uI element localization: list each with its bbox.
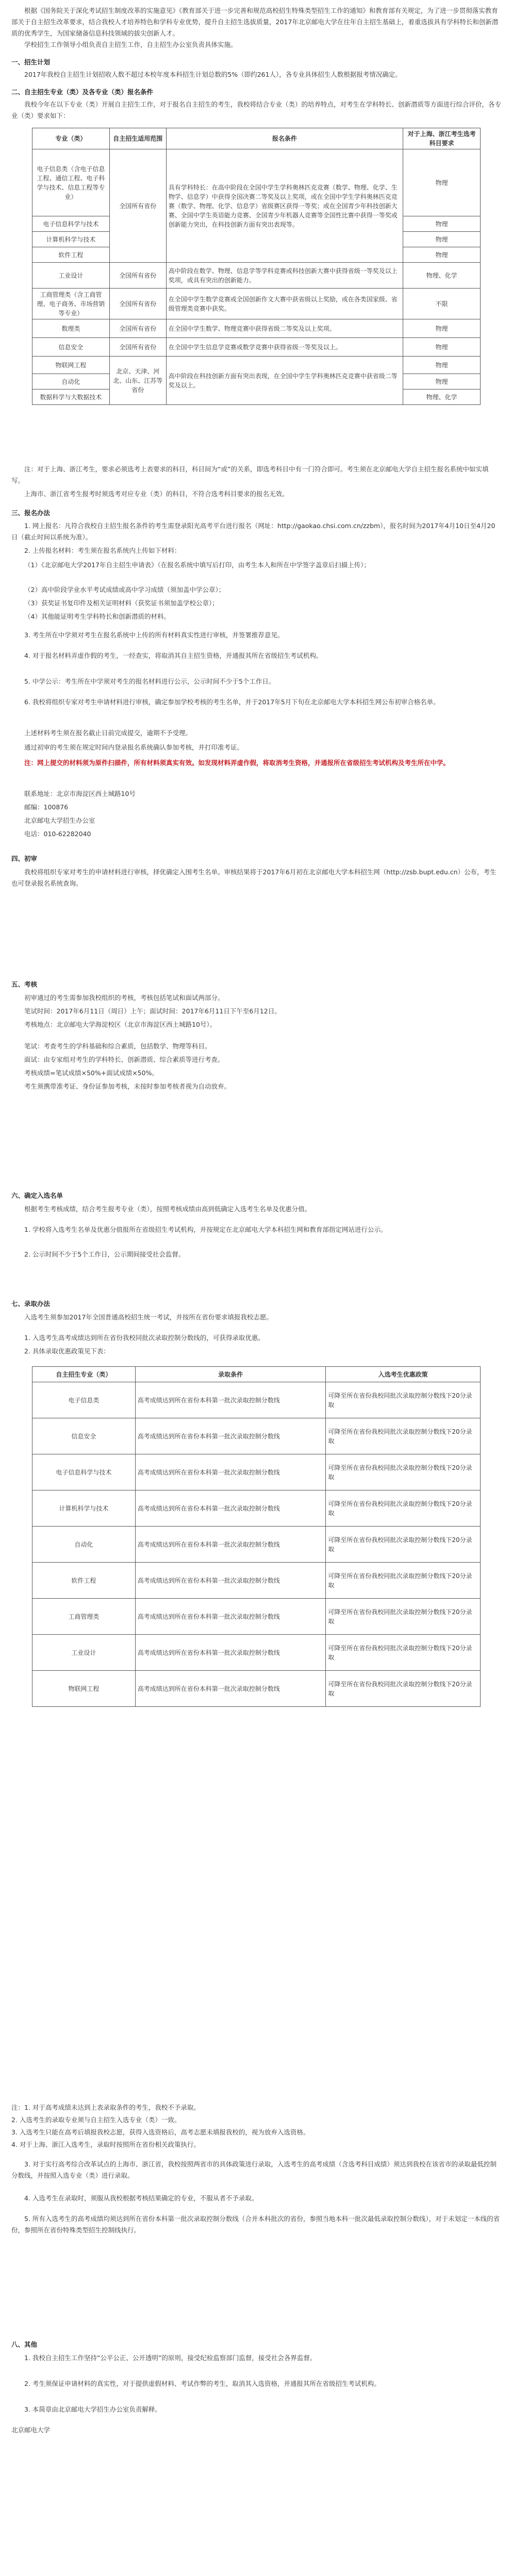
table-cell-subject: 物理 bbox=[403, 247, 481, 263]
table-cell-condition: 高考成绩达到所在省份本科第一批次录取控制分数线 bbox=[135, 1490, 326, 1527]
table-cell-policy: 可降至所在省份我校同批次录取控制分数线下20分录取 bbox=[326, 1599, 481, 1635]
admission-item-4: 4. 入选考生在录取时，须服从我校根据考核结果确定的专业，不服从者不予录取。 bbox=[24, 2194, 258, 2202]
table-row bbox=[32, 319, 481, 338]
review-paragraph: 我校将组织专家对考生的申请材料进行审核，择优确定入围考生名单。审核结果将于2017年6月初在北京邮电大学本科招生网（http://zsb.bupt.edu.cn）公布，考生也可登录报名系统查询。 bbox=[11, 868, 497, 887]
table-cell-major: 工商管理类（含工商管理、电子商务、市场营销等专业） bbox=[32, 289, 110, 319]
material-item: （4）其他能证明考生学科特长和创新潜质的材料。 bbox=[24, 613, 170, 620]
registration-step-1: 1. 网上报名：凡符合我校自主招生报名条件的考生需登录阳光高考平台进行报名（网址：http://gaokao.chsi.com.cn/zzbm），报名时间为2017年4月10日至4月20日（截止时间以系统为准）。 bbox=[11, 522, 496, 541]
registration-step-6: 6. 我校将组织专家对考生申请材料进行审核，确定参加学校考核的考生名单，并于2017年5月下旬在北京邮电大学本科招生网公布初审合格名单。 bbox=[24, 698, 440, 706]
table-header: 自主招生专业（类） bbox=[32, 1367, 136, 1382]
table-cell-major: 物联网工程 bbox=[32, 1671, 136, 1707]
table-cell-condition: 高考成绩达到所在省份本科第一批次录取控制分数线 bbox=[135, 1382, 326, 1418]
table-cell-subject: 物理 bbox=[403, 319, 481, 338]
section-title-assessment: 五、考核 bbox=[11, 980, 38, 988]
contact-address: 联系地址：北京市海淀区西土城路10号 bbox=[24, 790, 136, 798]
table-cell-scope: 全国所有省份 bbox=[109, 338, 166, 357]
assessment-location: 考核地点：北京邮电大学海淀校区（北京市海淀区西土城路10号）。 bbox=[24, 1021, 217, 1028]
table-cell-scope: 全国所有省份 bbox=[109, 289, 166, 319]
table-cell-condition: 高考成绩达到所在省份本科第一批次录取控制分数线 bbox=[135, 1454, 326, 1490]
shanghai-zhejiang-note: 上海市、浙江省考生报考时须选考对应专业（类）的科目，不符合选考科目要求的报名无效。 bbox=[24, 490, 289, 498]
table-cell-condition: 高考成绩达到所在省份本科第一批次录取控制分数线 bbox=[135, 1671, 326, 1707]
table-cell-condition: 高考成绩达到所在省份本科第一批次录取控制分数线 bbox=[135, 1563, 326, 1599]
table-cell-subject: 物理、化学 bbox=[403, 389, 481, 405]
table-cell-condition: 高中阶段在科技创新方面有突出表现，在全国中学生学科奥林匹克竞赛中获省级二等奖及以上。 bbox=[166, 357, 403, 405]
table-cell-policy: 可降至所在省份我校同批次录取控制分数线下20分录取 bbox=[326, 1382, 481, 1418]
table-header: 专业（类） bbox=[32, 128, 110, 149]
section-title-admission: 七、录取办法 bbox=[11, 1300, 51, 1308]
table-cell-major: 数理类 bbox=[32, 319, 110, 338]
school-name: 北京邮电大学 bbox=[11, 2426, 51, 2434]
material-item: （3）获奖证书复印件及相关证明材料（获奖证书须加盖学校公章）； bbox=[24, 599, 219, 607]
table-cell-major: 数据科学与大数据技术 bbox=[32, 389, 110, 405]
table-cell-major: 信息安全 bbox=[32, 338, 110, 357]
contact-office: 北京邮电大学招生办公室 bbox=[24, 817, 95, 824]
section-title-plan: 一、招生计划 bbox=[11, 58, 51, 66]
table-row bbox=[32, 1635, 481, 1671]
section-title-registration: 三、报名办法 bbox=[11, 509, 51, 517]
table-cell-subject: 物理 bbox=[403, 374, 481, 389]
table-footnote: 2. 入选考生的录取专业须与自主招生入选专业（类）一致。 bbox=[11, 2116, 181, 2124]
admission-item-1: 1. 入选考生高考成绩达到所在省份我校同批次录取控制分数线的，可获得录取优惠。 bbox=[24, 1334, 265, 1342]
table-row bbox=[32, 1490, 481, 1527]
table-cell-major: 工业设计 bbox=[32, 1635, 136, 1671]
confirmation-note: 通过初审的考生须在规定时间内登录报名系统确认参加考核，并打印准考证。 bbox=[24, 743, 244, 751]
table-cell-major: 计算机科学与技术 bbox=[32, 232, 110, 247]
table-header: 对于上海、浙江考生选考科目要求 bbox=[403, 128, 481, 149]
table-cell-condition: 高考成绩达到所在省份本科第一批次录取控制分数线 bbox=[135, 1527, 326, 1563]
table-cell-major: 工业设计 bbox=[32, 263, 110, 289]
table-cell-condition: 高考成绩达到所在省份本科第一批次录取控制分数线 bbox=[135, 1635, 326, 1671]
table-cell-subject: 物理 bbox=[403, 149, 481, 216]
table-cell-policy: 可降至所在省份我校同批次录取控制分数线下20分录取 bbox=[326, 1527, 481, 1563]
table-cell-condition: 在全国中学生数学竞赛或全国创新作文大赛中获省级以上奖励，或在各类国家级、省级管理类竞赛中获奖。 bbox=[166, 289, 403, 319]
table-cell-major: 信息安全 bbox=[32, 1418, 136, 1454]
table-cell-condition: 具有学科特长：在高中阶段在全国中学生学科奥林匹克竞赛（数学、物理、化学、生物学、信息学）中获得全国决赛二等奖及以上奖项，或在全国中学生学科奥林匹克竞赛（数学、物理、化学、信息学）省级赛区获得一等奖；或在全国青少年科技创新大赛、全国中学生英语能力竞赛、全国青少年机器人竞赛等全国性比赛中获得一等奖或创新能力突出，在科技创新方面有突出表现等。 bbox=[166, 149, 403, 263]
table-cell-major: 自动化 bbox=[32, 1527, 136, 1563]
table-row bbox=[32, 1382, 481, 1418]
table-cell-condition: 在全国中学生数学、物理竞赛中获得省级二等奖及以上奖项。 bbox=[166, 319, 403, 338]
table-row bbox=[32, 1527, 481, 1563]
contact-postcode: 邮编：100876 bbox=[24, 803, 69, 811]
table-header: 入选考生优惠政策 bbox=[326, 1367, 481, 1382]
table-footnote: 注：1. 对于高考成绩未达到上表录取条件的考生，我校不予录取。 bbox=[11, 2104, 200, 2111]
registration-step-5: 5. 中学公示：考生所在中学须对考生的报名材料进行公示，公示时间不少于5个工作日。 bbox=[24, 677, 275, 685]
table-header: 录取条件 bbox=[135, 1367, 326, 1382]
interview: 面试：由专家组对考生的学科特长、创新潜质、综合素质等进行考查。 bbox=[24, 1056, 224, 1063]
selection-paragraph: 根据考生考核成绩，结合考生报考专业（类），按照考核成绩由高到低确定入选考生名单及优惠分值。 bbox=[24, 1205, 311, 1213]
section-title-majors: 二、自主招生专业（类）及各专业（类）报名条件 bbox=[11, 88, 154, 96]
table-cell-major: 电子信息科学与技术 bbox=[32, 1454, 136, 1490]
score-formula: 考核成绩=笔试成绩×50%+面试成绩×50%。 bbox=[24, 1069, 158, 1077]
table-cell-major: 计算机科学与技术 bbox=[32, 1490, 136, 1527]
table-cell-scope: 全国所有省份 bbox=[109, 263, 166, 289]
section-title-selection: 六、确定入选名单 bbox=[11, 1192, 63, 1199]
admission-item-2: 2. 具体录取优惠政策见下表： bbox=[24, 1347, 110, 1355]
table-cell-major: 自动化 bbox=[32, 374, 110, 389]
table-cell-major: 电子信息科学与技术 bbox=[32, 216, 110, 232]
contact-phone: 电话：010-62282040 bbox=[24, 830, 91, 838]
table-cell-scope: 北京、天津、河北、山东、江苏等省份 bbox=[109, 357, 166, 405]
admission-paragraph: 入选考生须参加2017年全国普通高校招生统一考试，并按所在省份要求填报我校志愿。 bbox=[24, 1313, 273, 1321]
assessment-requirement: 考生须携带准考证、身份证参加考核，未按时参加考核者视为自动放弃。 bbox=[24, 1082, 231, 1090]
table-row bbox=[32, 1671, 481, 1707]
table-cell-major: 物联网工程 bbox=[32, 357, 110, 374]
material-item: （1）《北京邮电大学2017年自主招生申请表》（在报名系统中填写后打印，由考生本人和所在中学签字盖章后扫描上传）； bbox=[24, 561, 371, 569]
section-title-review: 四、初审 bbox=[11, 855, 38, 862]
table-row bbox=[32, 1563, 481, 1599]
table-cell-policy: 可降至所在省份我校同批次录取控制分数线下20分录取 bbox=[326, 1563, 481, 1599]
selection-item-1: 1. 学校将入选考生名单及优惠分值报所在省级招生考试机构，并按规定在北京邮电大学本科招生网和教育部指定网站进行公示。 bbox=[24, 1226, 387, 1233]
registration-step-4: 4. 对于报名材料弄虚作假的考生，一经查实，将取消其自主招生资格，并通报其所在省级招生考试机构。 bbox=[24, 652, 323, 659]
table-cell-policy: 可降至所在省份我校同批次录取控制分数线下20分录取 bbox=[326, 1490, 481, 1527]
intro-paragraph: 根据《国务院关于深化考试招生制度改革的实施意见》《教育部关于进一步完善和规范高校招生特殊类型招生工作的通知》和教育部有关规定，为了进一步贯彻落实教育部关于自主招生改革要求，结合我校人才培养特色和学科专业优势，提升自主招生选拔质量，2017年北京邮电大学在往年自主招生基础上，着重选拔具有学科特长和创新潜质的优秀学生，为国家储备信息科技领域的拔尖创新人才。 bbox=[11, 7, 499, 37]
majors-paragraph: 我校今年在以下专业（类）开展自主招生工作，对于报名自主招生的考生，我校将结合专业（类）的培养特点，对考生在学科特长、创新潜质等方面进行综合评价，各专业（类）要求如下： bbox=[11, 100, 502, 120]
table-note: 注：对于上海、浙江考生，要求必须选考上表要求的科目，科目间为“或”的关系，即选考科目中有一门符合即可。考生须在北京邮电大学自主招生报名系统中如实填写。 bbox=[11, 465, 489, 484]
table-cell-major: 工商管理类 bbox=[32, 1599, 136, 1635]
table-cell-major: 电子信息类（含电子信息工程、通信工程、电子科学与技术、信息工程等专业） bbox=[32, 149, 110, 216]
table-header: 自主招生适用范围 bbox=[109, 128, 166, 149]
table-header-row bbox=[32, 128, 481, 149]
other-item-1: 1. 我校自主招生工作坚持“公平公正、公开透明”的原则，接受纪检监察部门监督，接受社会各界监督。 bbox=[24, 2354, 317, 2362]
section-title-other: 八、其他 bbox=[11, 2341, 38, 2348]
table-row bbox=[32, 338, 481, 357]
table-row bbox=[32, 1418, 481, 1454]
table-cell-condition: 高中阶段在数学、物理、信息学等学科竞赛或科技创新大赛中获得省级一等奖及以上奖项，或具有突出的创新能力。 bbox=[166, 263, 403, 289]
authenticity-warning: 注：网上提交的材料须为原件扫描件，所有材料须真实有效。如发现材料弄虚作假，将取消考生资格，并通报所在省级招生考试机构及考生所在中学。 bbox=[24, 759, 450, 767]
plan-paragraph: 2017年我校自主招生计划招收人数不超过本校年度本科招生计划总数的5%（即约261人），各专业具体招生人数根据报考情况确定。 bbox=[24, 71, 402, 78]
table-cell-policy: 可降至所在省份我校同批次录取控制分数线下20分录取 bbox=[326, 1671, 481, 1707]
selection-item-2: 2. 公示时间不少于5个工作日，公示期间接受社会监督。 bbox=[24, 1250, 185, 1258]
admission-table bbox=[32, 1366, 481, 1707]
table-cell-condition: 高考成绩达到所在省份本科第一批次录取控制分数线 bbox=[135, 1418, 326, 1454]
table-cell-subject: 不限 bbox=[403, 289, 481, 319]
material-item: （2）高中阶段学业水平考试成绩或高中学习成绩（须加盖中学公章）； bbox=[24, 586, 225, 594]
table-cell-scope: 全国所有省份 bbox=[109, 319, 166, 338]
written-test: 笔试：考查考生的学科基础和综合素质，包括数学、物理等科目。 bbox=[24, 1042, 211, 1050]
assessment-intro: 初审通过的考生需参加我校组织的考核，考核包括笔试和面试两部分。 bbox=[24, 994, 224, 1002]
other-item-3: 3. 本简章由北京邮电大学招生办公室负责解释。 bbox=[24, 2405, 161, 2413]
majors-table bbox=[32, 128, 481, 405]
table-footnote: 4. 对于上海、浙江入选考生，录取时按照所在省份相关政策执行。 bbox=[11, 2141, 200, 2148]
table-cell-policy: 可降至所在省份我校同批次录取控制分数线下20分录取 bbox=[326, 1418, 481, 1454]
table-cell-scope: 全国所有省份 bbox=[109, 149, 166, 263]
table-row bbox=[32, 357, 481, 374]
table-cell-major: 电子信息类 bbox=[32, 1382, 136, 1418]
table-header-row bbox=[32, 1367, 481, 1382]
table-row bbox=[32, 289, 481, 319]
table-cell-condition: 在全国中学生信息学竞赛或数学竞赛中获得省级一等奖及以上。 bbox=[166, 338, 403, 357]
registration-step-2: 2. 上传报名材料：考生须在报名系统内上传如下材料： bbox=[24, 547, 181, 554]
table-row bbox=[32, 1454, 481, 1490]
admission-item-5: 5. 所有入选考生的高考成绩均须达到所在省份本科第一批次录取控制分数线（合并本科批次的省份，参照当地本科一批次最低录取控制分数线），对于未划定一本线的省份，参照所在省份特殊类型招生控制线执行。 bbox=[11, 2215, 500, 2234]
table-cell-subject: 物理 bbox=[403, 232, 481, 247]
table-footnote: 3. 入选考生只能在高考后填报我校志愿，获得入选资格后，高考志愿未填报我校的，视为放弃入选资格。 bbox=[11, 2128, 310, 2136]
table-row bbox=[32, 149, 481, 216]
registration-step-3: 3. 考生所在中学须对考生在报名系统中上传的所有材料真实性进行审核，并签署推荐意见。 bbox=[24, 631, 284, 639]
table-cell-major: 软件工程 bbox=[32, 1563, 136, 1599]
table-cell-condition: 高考成绩达到所在省份本科第一批次录取控制分数线 bbox=[135, 1599, 326, 1635]
table-cell-subject: 物理 bbox=[403, 357, 481, 374]
submission-deadline-note: 上述材料考生须在报名截止日前完成提交，逾期不予受理。 bbox=[24, 729, 192, 737]
table-cell-policy: 可降至所在省份我校同批次录取控制分数线下20分录取 bbox=[326, 1454, 481, 1490]
table-cell-subject: 物理、化学 bbox=[403, 263, 481, 289]
table-row bbox=[32, 263, 481, 289]
table-cell-subject: 物理 bbox=[403, 216, 481, 232]
admission-item-3: 3. 对于实行高考综合改革试点的上海市、浙江省，我校按照两省市的具体政策进行录取，入选考生的高考成绩（含选考科目成绩）须达到我校在该省市的录取最低控制分数线，并按照入选专业（类）进行录取。 bbox=[11, 2160, 497, 2179]
assessment-time: 笔试时间：2017年6月11日（周日）上午；面试时间：2017年6月11日下午至6月12日。 bbox=[24, 1007, 281, 1015]
intro-paragraph-2: 学校招生工作领导小组负责自主招生工作，自主招生办公室负责具体实施。 bbox=[24, 41, 237, 48]
table-cell-policy: 可降至所在省份我校同批次录取控制分数线下20分录取 bbox=[326, 1635, 481, 1671]
table-row bbox=[32, 1599, 481, 1635]
table-header: 报名条件 bbox=[166, 128, 403, 149]
other-item-2: 2. 考生须保证申请材料的真实性，对于提供虚假材料、考试作弊的考生，取消其入选资格，并通报其所在省级招生考试机构。 bbox=[24, 2380, 381, 2387]
table-cell-subject: 物理 bbox=[403, 338, 481, 357]
table-cell-major: 软件工程 bbox=[32, 247, 110, 263]
